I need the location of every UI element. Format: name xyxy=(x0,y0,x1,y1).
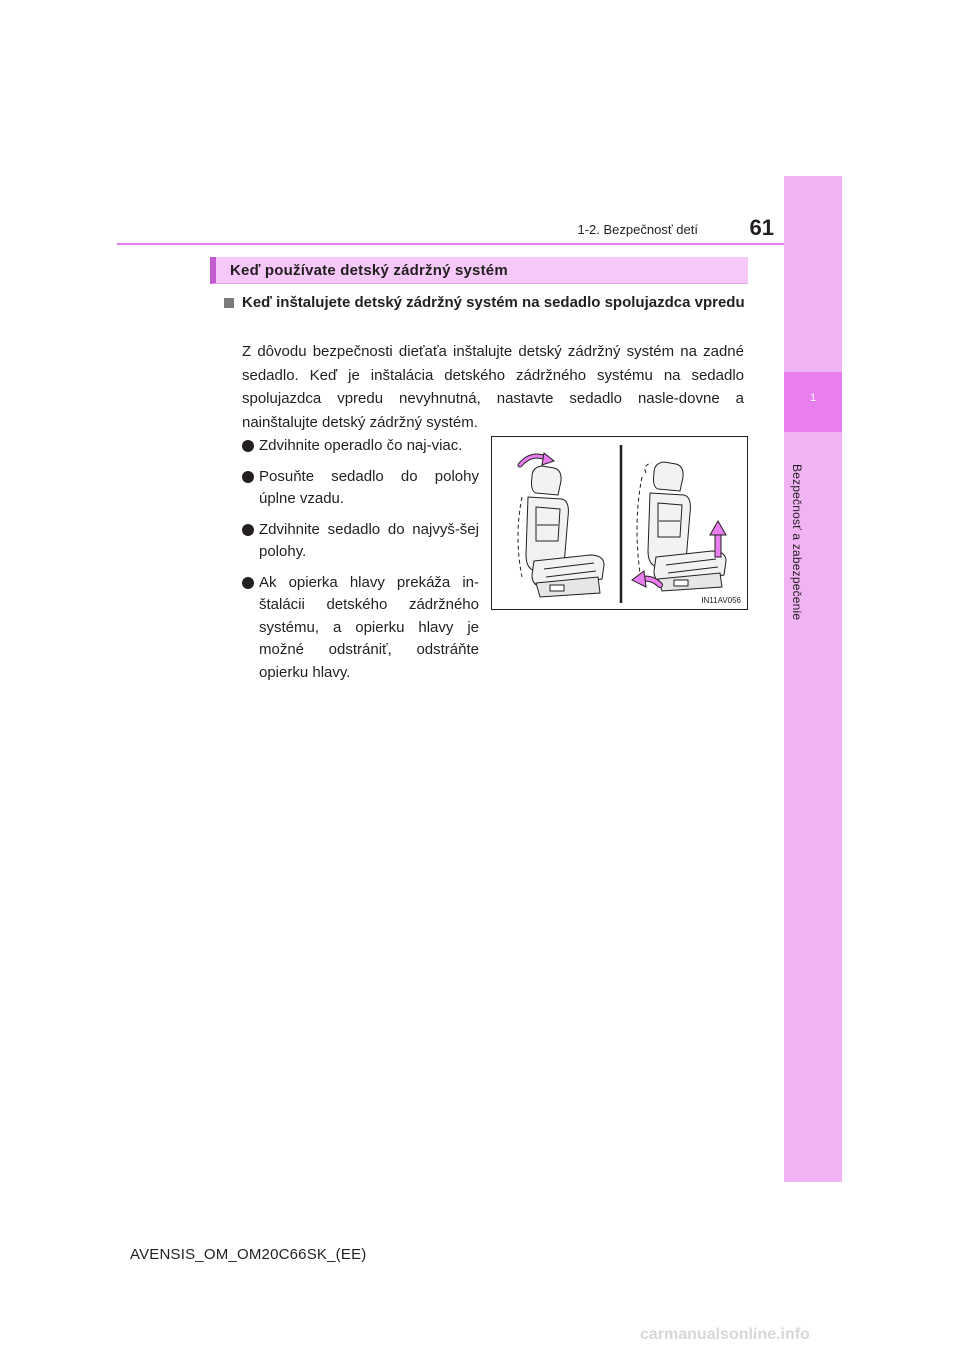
list-item xyxy=(242,519,479,564)
list-item xyxy=(242,572,479,685)
figure-code: IN11AV056 xyxy=(701,596,741,605)
bullet-dot-icon xyxy=(242,471,254,483)
section-title: Keď používate detský zádržný systém xyxy=(230,262,508,279)
instruction-list xyxy=(242,435,479,692)
seat-illustration-svg xyxy=(492,437,747,609)
subsection-heading xyxy=(224,292,750,314)
chapter-number: 1 xyxy=(809,392,817,404)
chapter-title: Bezpečnosť a zabezpečenie xyxy=(790,464,804,621)
body-paragraph: Z dôvodu bezpečnosti dieťaťa inštalujte detský zádržný systém na zadné sedadlo. Keď je inštalácia detského zádržného systému na sedadlo spolujazdca vpredu nevyhnutná, nastavte sedadlo nasle-dovne a nainštalujte detský zádržný systém. xyxy=(242,343,744,431)
seat-left-icon xyxy=(518,466,604,597)
bullet-dot-icon xyxy=(242,524,254,536)
bullet-dot-icon xyxy=(242,440,254,452)
section-title-bar xyxy=(210,257,748,284)
page-number: 61 xyxy=(749,215,774,240)
list-item-text: Zdvihnite operadlo čo naj-viac. xyxy=(259,437,463,454)
list-item-text: Ak opierka hlavy prekáža in-štalácii detského zádržného systému, a opierku hlavy je možné odstrániť, odstráňte opierku hlavy. xyxy=(259,573,479,681)
list-item xyxy=(242,435,479,458)
subsection-heading-text: Keď inštalujete detský zádržný systém na sedadlo spolujazdca vpredu xyxy=(242,294,745,311)
watermark: carmanualsonline.info xyxy=(640,1326,810,1343)
list-item-text: Posuňte sedadlo do polohy úplne vzadu. xyxy=(259,467,479,507)
header-divider xyxy=(117,243,784,245)
document-footer: AVENSIS_OM_OM20C66SK_(EE) xyxy=(130,1246,367,1263)
list-item-text: Zdvihnite sedadlo do najvyš-šej polohy. xyxy=(259,520,479,560)
bullet-dot-icon xyxy=(242,577,254,589)
chapter-side-tab xyxy=(784,176,842,1182)
square-bullet-icon xyxy=(224,298,234,308)
seat-right-icon xyxy=(637,462,726,591)
list-item xyxy=(242,466,479,511)
header-section-title: 1-2. Bezpečnosť detí xyxy=(577,222,698,237)
seat-adjustment-illustration xyxy=(491,436,748,610)
